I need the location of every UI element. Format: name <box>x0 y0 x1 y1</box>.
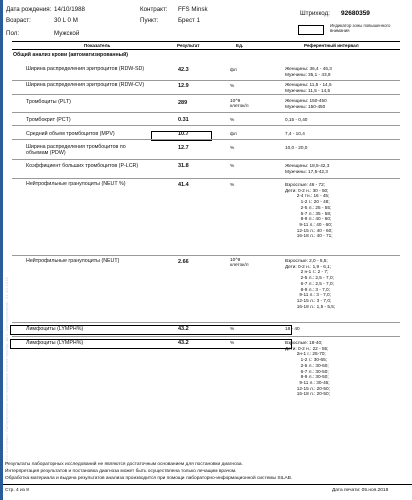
col-header-unit: Ед. <box>236 43 244 48</box>
row-separator <box>12 159 400 160</box>
row-10-value: 43.2 <box>178 340 189 346</box>
row-1-value: 12.9 <box>178 83 189 89</box>
page-number: Стр. 4 из 8 <box>5 488 29 493</box>
row-separator <box>12 322 400 323</box>
row-9-unit: % <box>230 327 235 332</box>
sex-label: Пол: <box>6 30 20 37</box>
barcode-label: Штрихкод: <box>300 10 330 17</box>
barcode-value: 92680359 <box>341 10 370 17</box>
left-blue-stripe <box>0 0 3 500</box>
row-separator <box>12 139 400 140</box>
row-2-unit: 10^9 клеток/л <box>230 99 249 110</box>
col-header-reference: Референтный интервал <box>304 43 359 48</box>
footer-note-3: Обработка материала и выдача результатов анализа производится при помощи лабораторно-информационной системы SILAB. <box>5 476 293 481</box>
row-6-value: 31.8 <box>178 163 189 169</box>
row-separator <box>12 94 400 95</box>
row-0-reference: Женщины: 36,4 - 46,3 Мужчины: 35,1 - 43,9 <box>285 66 332 77</box>
attention-indicator-text: Индикатор зоны повышенного внимания <box>330 23 391 33</box>
contract-label: Контракт: <box>140 6 168 13</box>
row-4-name: Средний объем тромбоцитов (MPV) <box>26 131 115 137</box>
row-5-value: 12.7 <box>178 145 189 151</box>
row-7-reference: Взрослые: 46 - 72; Дети: 0-2 н.: 30 - 50; 2-4 тн.: 16 - 45; 1-2 г.: 20 - 48; 2-5 л.: 25 - 55; 5-7 л.: 35 - 58; 8-9 л.: 40 - 60; 9-11 л.: 40 - 60; 12-15 л.: 40 - 60; 16-18 л.: 40 - 71; <box>285 182 333 239</box>
row-4-value: 10.7 <box>178 131 189 137</box>
row-7-value: 41.4 <box>178 182 189 188</box>
row-6-reference: Женщины: 18,5-42,3 Мужчины: 17,5-42,3 <box>285 163 330 174</box>
row-8-value: 2.66 <box>178 259 189 265</box>
age-label: Возраст: <box>6 17 31 24</box>
print-date: Дата печати: 05.ноя.2018 <box>332 488 389 493</box>
row-2-value: 289 <box>178 100 188 106</box>
row-5-reference: 10,0 - 20,0 <box>285 145 308 150</box>
row-4-unit: фл <box>230 132 237 137</box>
row-8-unit: 10^9 клеток/л <box>230 258 249 269</box>
age-value: 30 L 0 M <box>54 17 78 24</box>
row-9-reference: 18 - 40 <box>285 326 300 331</box>
row-separator <box>12 255 400 256</box>
row-7-unit: % <box>230 183 235 188</box>
row-1-unit: % <box>230 84 235 89</box>
birth-label: Дата рождения: <box>6 6 52 13</box>
footer-note-1: Результаты лабораторных исследований не являются достаточным основанием для постановки диагноза. <box>5 462 243 467</box>
side-vertical-text: ФОССО Контракт: Лабораторное исследование взятие пробы, мг.ч. Исследование: 31.10.2018 <box>4 277 9 470</box>
contract-value: FFS Minsk <box>178 6 208 13</box>
row-3-reference: 0,15 - 0,40 <box>285 117 308 122</box>
point-label: Пункт: <box>140 17 159 24</box>
row-10-unit: % <box>230 341 235 346</box>
row-1-name: Ширина распределения эритроцитов (RDW-CV) <box>26 82 145 88</box>
row-0-name: Ширина распределения эритроцитов (RDW-SD) <box>26 66 145 72</box>
col-header-result: Результат <box>177 43 200 48</box>
row-5-name: Ширина распределения тромбоцитов по объемам (PDW) <box>26 144 126 157</box>
row-separator <box>12 80 400 81</box>
attention-indicator-box <box>298 25 324 35</box>
birth-value: 14/10/1988 <box>54 6 85 13</box>
row-4-reference: 7,4 - 10,4 <box>285 131 305 136</box>
footer-divider <box>3 484 412 485</box>
section-title: Общий анализ крови (автоматизированный) <box>13 52 129 58</box>
row-8-reference: Взрослые: 2,0 - 5,5; Дети: 0-2 н.: 1,9 - 6,1; 2 н-1 г.: 2 - 7; 2-5 л.: 2,5 - 7,0; 6-7 л.: 2,5 - 7,0; 8-9 л.: 3 - 7,0; 9-11 л.: 3 - 7,0; 12-15 л.: 3 - 7,0; 16-18 л.: 1,5 - 5,5; <box>285 258 336 309</box>
row-2-name: Тромбоциты (PLT) <box>26 99 71 105</box>
sex-value: Мужской <box>54 30 80 37</box>
row-separator <box>12 125 400 126</box>
row-6-name: Коэффициент больших тромбоцитов (P-LCR) <box>26 163 139 169</box>
row-0-unit: фл <box>230 68 237 73</box>
row-10-reference: Взрослые: 18-40; Дети: 0-2 н.: 22 - 55; 2н-1 г.: 25-70; 1-2 г.: 30-65; 2-5 л.: 30-60; 6-7 л.: 30-50; 8-9 л.: 30-50; 9-11 л.: 30-46; 12-15 л.: 20-50; 16-18 л.: 20-50; <box>285 340 330 397</box>
row-6-unit: % <box>230 164 235 169</box>
row-separator <box>12 178 400 179</box>
row-5-unit: % <box>230 146 235 151</box>
row-3-unit: % <box>230 118 235 123</box>
row-9-value: 43.2 <box>178 326 189 332</box>
table-header <box>12 41 400 50</box>
row-7-name: Нейтрофильные гранулоциты (NEUT %) <box>26 181 126 187</box>
row-3-name: Тромбокрит (PCT) <box>26 117 71 123</box>
col-header-name: Показатель <box>84 43 111 48</box>
row-1-reference: Женщины: 11,5 - 14,5 Мужчины: 11,5 - 14,5 <box>285 82 332 93</box>
row-3-value: 0.31 <box>178 117 189 123</box>
row-separator <box>12 336 400 337</box>
footer-note-2: Интерпретация результатов и постановка диагноза может быть осуществлена только лечащим врачом. <box>5 469 237 474</box>
row-10-name: Лимфоциты (LYMPH%) <box>26 340 84 346</box>
row-2-reference: Женщины: 150-450 Мужчины: 150-450 <box>285 98 327 109</box>
row-separator <box>12 112 400 113</box>
point-value: Брест 1 <box>178 17 201 24</box>
row-8-name: Нейтрофильные гранулоциты (NEUT) <box>26 258 120 264</box>
row-0-value: 42.3 <box>178 67 189 73</box>
row-9-name: Лимфоциты (LYMPH%) <box>26 326 84 332</box>
